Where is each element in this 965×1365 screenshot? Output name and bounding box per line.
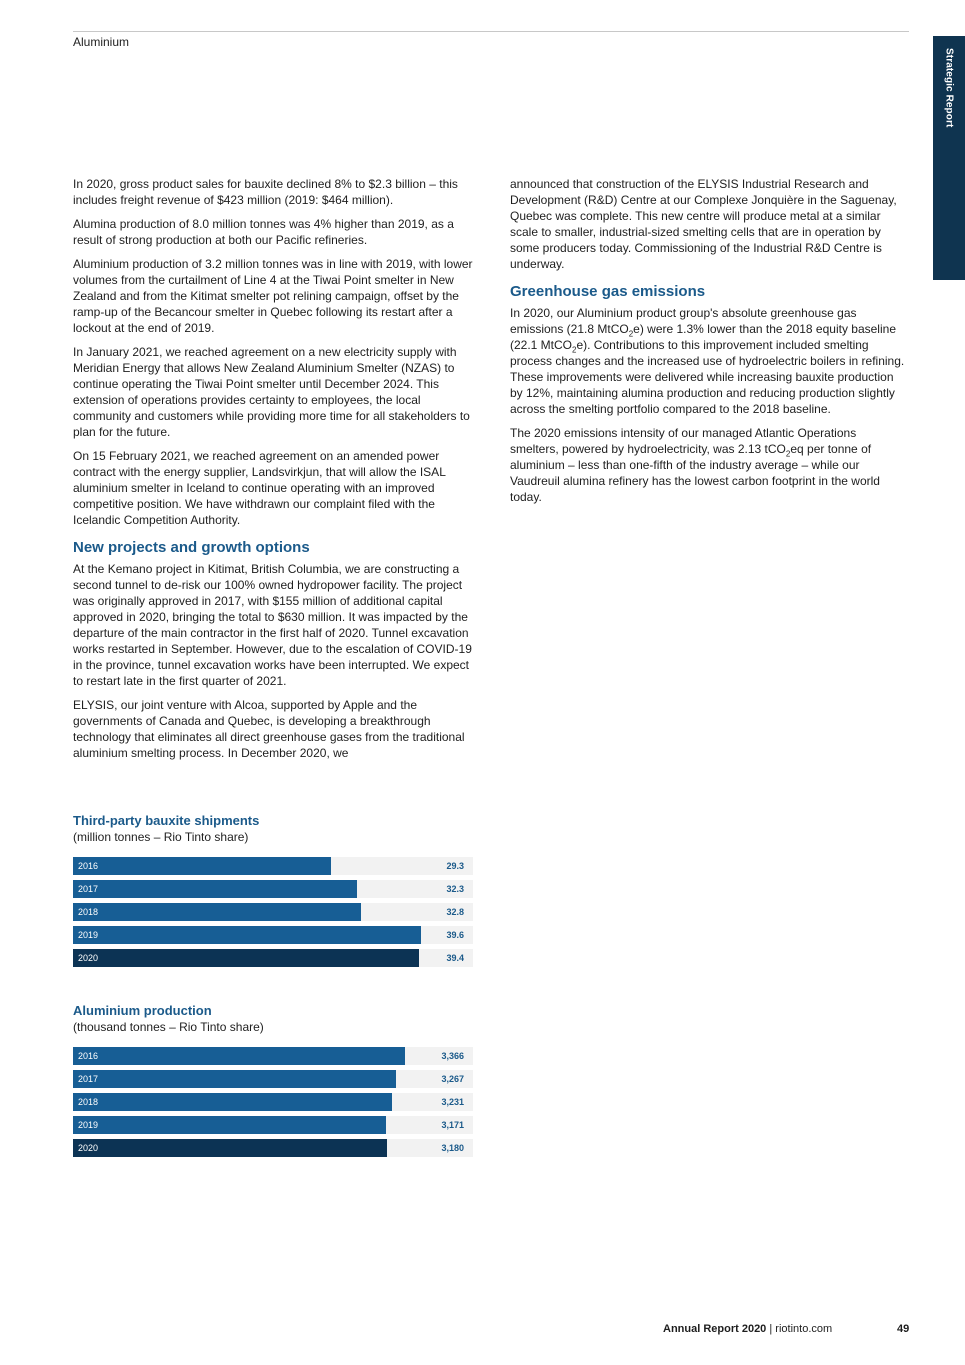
bar [73, 949, 419, 967]
bar-row [73, 1047, 473, 1065]
paragraph-emissions: In 2020, our Aluminium product group's absolute greenhouse gas emissions (21.8 MtCO$_2$e) were 1.3% lower than the 2018 equity baseline (22.1 MtCO$_2$e). Contributions to this improvement included smelting process changes and the increased use of hydroelectric boilers in refining. These improvements were delivered while increasing bauxite production by 12%, maintaining alumina production and reducing production slightly across the smelting portfolio compared to the 2018 baseline. [510, 306, 905, 416]
bar [73, 926, 421, 944]
paragraph: Aluminium production of 3.2 million tonnes was in line with 2019, with lower volumes from the curtailment of Line 4 at the Tiwai Point smelter in New Zealand and from the Kitimat smelter pot relining campaign, offset by the ramp-up of the Becancour smelter in Quebec following its restart after a lockout at the end of 2019. [73, 257, 473, 335]
bar-value-label: 29.3 [446, 861, 464, 871]
header-rule [73, 31, 909, 32]
bar-category-label: 2018 [78, 907, 99, 917]
bar-row [73, 857, 473, 875]
aluminium-production-chart [73, 1002, 473, 1159]
bar-category-label: 2017 [78, 1074, 99, 1084]
bar-row [73, 926, 473, 944]
bar-row [73, 880, 473, 898]
heading-greenhouse-gas: Greenhouse gas emissions [510, 283, 706, 300]
bar-category-label: 2016 [78, 1051, 99, 1061]
side-tab[interactable] [933, 36, 965, 280]
footer-site-link[interactable]: riotinto.com [775, 1323, 833, 1335]
bar-value-label: 39.4 [446, 953, 464, 963]
bar-value-label: 3,171 [441, 1120, 464, 1130]
chart-bars [73, 857, 473, 969]
bar-category-label: 2019 [78, 930, 99, 940]
page-number: 49 [897, 1323, 910, 1335]
bar-category-label: 2018 [78, 1097, 99, 1107]
bar-row [73, 1093, 473, 1111]
chart-title: Third-party bauxite shipments [73, 813, 260, 828]
bar-category-label: 2020 [78, 953, 99, 963]
bar-value-label: 32.3 [446, 884, 464, 894]
bar-value-label: 3,180 [441, 1143, 464, 1153]
footer [663, 1323, 832, 1335]
bar [73, 1093, 392, 1111]
section-title: Aluminium [73, 35, 130, 49]
paragraph-intensity: The 2020 emissions intensity of our managed Atlantic Operations smelters, powered by hydroelectricity, was 2.13 tCO$_2$eq per tonne of aluminium – less than one-fifth of the industry average – while our Vaudreuil alumina refinery has the lowest carbon footprint in the world today. [510, 426, 880, 504]
chart-bars [73, 1047, 473, 1159]
bar-category-label: 2017 [78, 884, 99, 894]
side-tab-label: Strategic Report [943, 48, 955, 128]
paragraph: ELYSIS, our joint venture with Alcoa, supported by Apple and the governments of Canada and Quebec, is developing a breakthrough technology that eliminates all direct greenhouse gases from the traditional aluminium smelting process. In December 2020, we [73, 698, 465, 760]
paragraph: In 2020, gross product sales for bauxite declined 8% to $2.3 billion – this includes freight revenue of $423 million (2019: $464 million). [73, 177, 458, 207]
chart-title: Aluminium production [73, 1003, 212, 1018]
bauxite-shipments-chart [73, 812, 473, 969]
bar-category-label: 2019 [78, 1120, 99, 1130]
chart-subtitle: (million tonnes – Rio Tinto share) [73, 830, 249, 844]
paragraph: In January 2021, we reached agreement on a new electricity supply with Meridian Energy that allows New Zealand Aluminium Smelter (NZAS) to continue operating the Tiwai Point smelter until December 2024. This extension of operations provides certainty to employees, the local community and customers while providing more time for all stakeholders to plan for the future. [73, 345, 470, 439]
left-column [73, 176, 473, 769]
footer-separator: | [766, 1323, 776, 1335]
paragraph: announced that construction of the ELYSIS Industrial Research and Development (R&D) Centre at our Complexe Jonquière in the Saguenay, Quebec was complete. This new centre will produce metal at a similar scale to smaller, industrial-sized smelting cells that are in operation by some producers today. Commissioning of the Industrial R&D Centre is underway. [510, 177, 897, 271]
bar-category-label: 2016 [78, 861, 99, 871]
bar-value-label: 3,366 [441, 1051, 464, 1061]
heading-new-projects: New projects and growth options [73, 539, 310, 556]
bar-row [73, 1116, 473, 1134]
bar-row [73, 1139, 473, 1157]
paragraph: Alumina production of 8.0 million tonnes was 4% higher than 2019, as a result of strong production at both our Pacific refineries. [73, 217, 454, 247]
bar-row [73, 949, 473, 967]
paragraph: On 15 February 2021, we reached agreement on an amended power contract with the energy supplier, Landsvirkjun, that will allow the ISAL aluminium smelter in Iceland to continue operating with an improved competitive position. We have withdrawn our complaint filed with the Icelandic Competition Authority. [73, 449, 446, 527]
chart-subtitle: (thousand tonnes – Rio Tinto share) [73, 1020, 264, 1034]
bar [73, 903, 361, 921]
bar [73, 857, 331, 875]
paragraph: At the Kemano project in Kitimat, British Columbia, we are constructing a second tunnel to de-risk our 100% owned hydropower facility. The project was originally approved in 2017, with $155 million of additional capital approved in 2020, bringing the total to $630 million. It was impacted by the departure of the main contractor in the first half of 2020. Tunnel excavation works restarted in September. However, due to the escalation of COVID-19 in the province, tunnel excavation works have been interrupted. We expect to restart late in the first quarter of 2021. [73, 562, 472, 688]
bar-value-label: 3,231 [441, 1097, 464, 1107]
right-column [510, 176, 908, 513]
bar [73, 1070, 396, 1088]
bar-value-label: 3,267 [441, 1074, 464, 1084]
bar-value-label: 39.6 [446, 930, 464, 940]
bar [73, 1116, 386, 1134]
footer-report: Annual Report 2020 [663, 1323, 767, 1335]
bar-row [73, 903, 473, 921]
bar [73, 1139, 387, 1157]
bar-category-label: 2020 [78, 1143, 99, 1153]
bar [73, 880, 357, 898]
bar-row [73, 1070, 473, 1088]
bar [73, 1047, 405, 1065]
bar-value-label: 32.8 [446, 907, 464, 917]
